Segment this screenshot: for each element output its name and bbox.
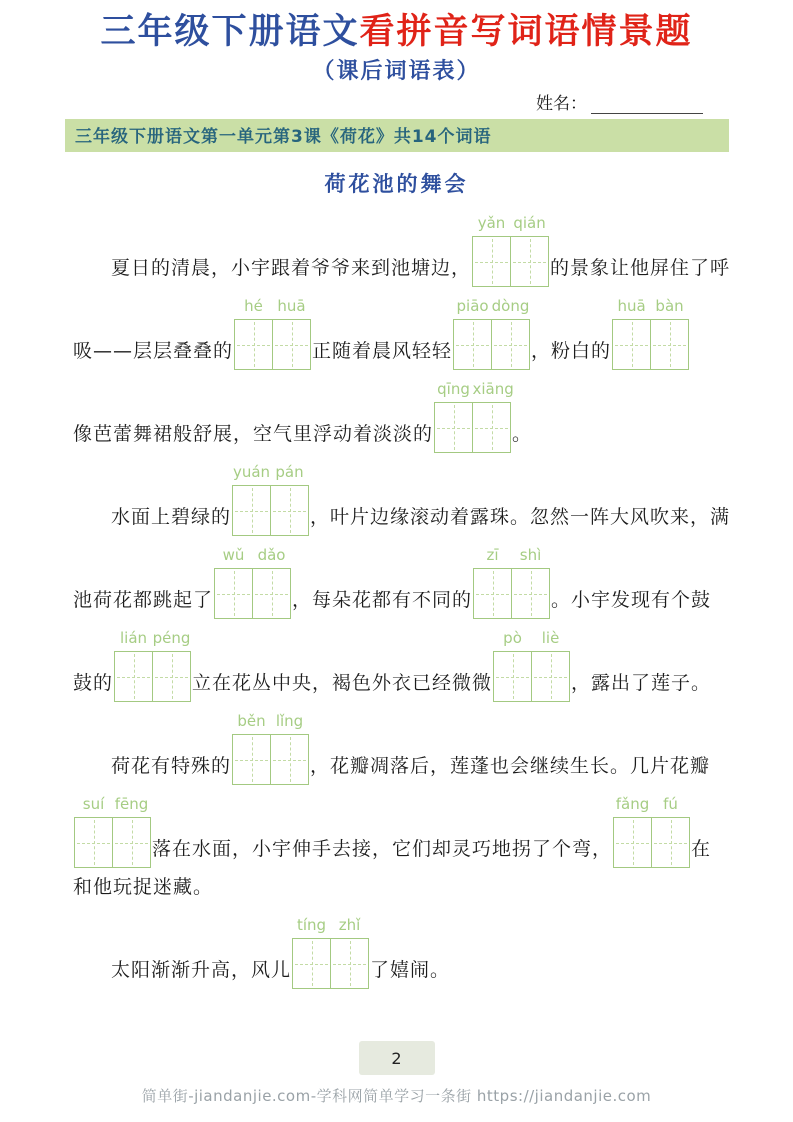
- pinyin-syllable: lǐng: [275, 712, 304, 731]
- writing-cell[interactable]: [252, 569, 290, 618]
- pinyin-syllable: péng: [152, 629, 191, 648]
- pinyin-writing-grid: [214, 546, 291, 619]
- pinyin-syllable: suí: [82, 795, 105, 814]
- body-text: ，粉白的: [531, 340, 612, 363]
- name-label: 姓名：: [536, 94, 587, 115]
- pinyin-syllable: xiāng: [472, 380, 514, 399]
- writing-cells: [613, 817, 690, 868]
- pinyin-label: [292, 916, 369, 934]
- writing-cell[interactable]: [233, 486, 270, 535]
- writing-cell[interactable]: [112, 818, 150, 867]
- body-text: ，叶片边缘滚动着露珠。忽然一阵大风吹来，满: [310, 506, 731, 529]
- pinyin-syllable: liè: [541, 629, 560, 648]
- title-type-part: 看拼音写词语情景题: [359, 11, 693, 52]
- subtitle: （课后词语表）: [312, 58, 481, 85]
- writing-cells: [493, 651, 570, 702]
- pinyin-syllable: lián: [119, 629, 148, 648]
- text-line: [73, 297, 757, 370]
- writing-cells: [114, 651, 191, 702]
- body-text: 落在水面，小宇伸手去接，它们却灵巧地拐了个弯，: [152, 838, 613, 861]
- writing-cell[interactable]: [491, 320, 529, 369]
- text-line: [73, 546, 757, 619]
- writing-cells: [232, 485, 309, 536]
- body-text: 正随着晨风轻轻: [312, 340, 453, 363]
- body-text: 的景象让他屏住了呼: [550, 257, 731, 280]
- pinyin-syllable: zī: [486, 546, 499, 565]
- writing-cell[interactable]: [152, 652, 190, 701]
- writing-cell[interactable]: [651, 818, 689, 867]
- pinyin-label: [74, 795, 151, 813]
- pinyin-writing-grid: [292, 916, 369, 989]
- body-text: 像芭蕾舞裙般舒展，空气里浮动着淡淡的: [73, 423, 434, 446]
- title-grade-part: 三年级下册语文: [100, 11, 360, 52]
- pinyin-writing-grid: [74, 795, 151, 868]
- writing-cells: [473, 568, 550, 619]
- text-line: [73, 380, 757, 453]
- body-text: ，每朵花都有不同的: [292, 589, 473, 612]
- body-text: 在: [691, 838, 712, 861]
- body-text: 。: [512, 423, 533, 446]
- pinyin-syllable: běn: [237, 712, 266, 731]
- page-header: [0, 0, 793, 113]
- pinyin-writing-grid: [232, 463, 309, 536]
- name-fill-line[interactable]: [591, 97, 703, 114]
- pinyin-label: [234, 297, 311, 315]
- writing-cells: [74, 817, 151, 868]
- writing-cell[interactable]: [531, 652, 569, 701]
- writing-cell[interactable]: [270, 486, 308, 535]
- writing-cell[interactable]: [614, 818, 651, 867]
- pinyin-writing-grid: [612, 297, 689, 370]
- writing-cell[interactable]: [511, 569, 549, 618]
- writing-cell[interactable]: [233, 735, 270, 784]
- pinyin-label: [473, 546, 550, 564]
- pinyin-syllable: pò: [503, 629, 522, 648]
- pinyin-syllable: piāo: [456, 297, 489, 316]
- pinyin-writing-grid: [472, 214, 549, 287]
- writing-cell[interactable]: [494, 652, 531, 701]
- pinyin-label: [493, 629, 570, 647]
- pinyin-writing-grid: [493, 629, 570, 702]
- pinyin-label: [613, 795, 690, 813]
- page-footer: [0, 1041, 793, 1106]
- pinyin-syllable: tíng: [296, 916, 327, 935]
- writing-cell[interactable]: [474, 569, 511, 618]
- pinyin-label: [114, 629, 191, 647]
- text-line: [73, 878, 757, 906]
- writing-cell[interactable]: [613, 320, 650, 369]
- pinyin-label: [232, 712, 309, 730]
- writing-cell[interactable]: [293, 939, 330, 988]
- text-line: [73, 795, 757, 868]
- writing-cell[interactable]: [435, 403, 472, 452]
- writing-cells: [214, 568, 291, 619]
- body-text: 夏日的清晨，小宇跟着爷爷来到池塘边，: [111, 257, 472, 280]
- pinyin-label: [232, 463, 309, 481]
- text-line: [73, 214, 757, 287]
- body-text: ，露出了莲子。: [571, 672, 712, 695]
- body-text: 立在花丛中央，褐色外衣已经微微: [192, 672, 493, 695]
- writing-cells: [292, 938, 369, 989]
- body-text: 荷花有特殊的: [111, 755, 232, 778]
- writing-cell[interactable]: [473, 237, 510, 286]
- writing-cell[interactable]: [270, 735, 308, 784]
- pinyin-writing-grid: [613, 795, 690, 868]
- writing-cells: [612, 319, 689, 370]
- body-text: 了嬉闹。: [370, 959, 451, 982]
- pinyin-syllable: yuán: [232, 463, 271, 482]
- pinyin-syllable: dòng: [491, 297, 530, 316]
- worksheet-body: [0, 198, 793, 989]
- writing-cell[interactable]: [115, 652, 152, 701]
- body-text: 和他玩捉迷藏。: [73, 876, 214, 899]
- pinyin-syllable: dǎo: [257, 546, 286, 565]
- footer-watermark: 简单街-jiandanjie.com-学科网简单学习一条街 https://jiandanjie.com: [141, 1087, 652, 1105]
- pinyin-writing-grid: [114, 629, 191, 702]
- writing-cells: [472, 236, 549, 287]
- pinyin-label: [214, 546, 291, 564]
- writing-cells: [234, 319, 311, 370]
- writing-cell[interactable]: [650, 320, 688, 369]
- writing-cell[interactable]: [330, 939, 368, 988]
- body-text: 吸——层层叠叠的: [73, 340, 234, 363]
- pinyin-syllable: zhǐ: [338, 916, 361, 935]
- body-text: 池荷花都跳起了: [73, 589, 214, 612]
- pinyin-syllable: shì: [519, 546, 542, 565]
- pinyin-label: [453, 297, 530, 315]
- pinyin-writing-grid: [434, 380, 514, 453]
- writing-cell[interactable]: [454, 320, 491, 369]
- pinyin-label: [434, 380, 514, 399]
- writing-cells: [453, 319, 530, 370]
- pinyin-syllable: qīng: [437, 380, 470, 399]
- page-title: [0, 12, 793, 52]
- writing-cell[interactable]: [472, 403, 510, 452]
- pinyin-writing-grid: [234, 297, 311, 370]
- unit-banner: 三年级下册语文第一单元第3课《荷花》共14个词语: [65, 119, 729, 152]
- body-text: ，花瓣凋落后，莲蓬也会继续生长。几片花瓣: [310, 755, 711, 778]
- pinyin-label: [472, 214, 549, 232]
- text-line: [73, 916, 757, 989]
- body-text: 水面上碧绿的: [111, 506, 232, 529]
- writing-cell[interactable]: [510, 237, 548, 286]
- pinyin-syllable: qián: [513, 214, 546, 233]
- text-line: [73, 629, 757, 702]
- writing-cells: [232, 734, 309, 785]
- pinyin-syllable: hé: [244, 297, 263, 316]
- writing-cell[interactable]: [215, 569, 252, 618]
- pinyin-label: [612, 297, 689, 315]
- pinyin-syllable: pán: [275, 463, 304, 482]
- pinyin-syllable: huā: [617, 297, 646, 316]
- pinyin-writing-grid: [232, 712, 309, 785]
- writing-cells: [434, 402, 511, 453]
- name-row: [0, 89, 793, 113]
- writing-cell[interactable]: [272, 320, 310, 369]
- section-title: 荷花池的舞会: [324, 172, 469, 197]
- writing-cell[interactable]: [75, 818, 112, 867]
- text-line: [73, 712, 757, 785]
- pinyin-writing-grid: [453, 297, 530, 370]
- body-text: 太阳渐渐升高，风儿: [111, 959, 292, 982]
- page-number-badge: 2: [359, 1041, 435, 1075]
- pinyin-writing-grid: [473, 546, 550, 619]
- pinyin-syllable: bàn: [655, 297, 684, 316]
- pinyin-syllable: huā: [277, 297, 306, 316]
- pinyin-syllable: yǎn: [477, 214, 506, 233]
- text-line: [73, 463, 757, 536]
- pinyin-syllable: fú: [663, 795, 678, 814]
- body-text: 鼓的: [73, 672, 114, 695]
- writing-cell[interactable]: [235, 320, 272, 369]
- pinyin-syllable: wǔ: [222, 546, 245, 565]
- body-text: 。小宇发现有个鼓: [551, 589, 712, 612]
- pinyin-syllable: fēng: [114, 795, 149, 814]
- pinyin-syllable: fǎng: [615, 795, 650, 814]
